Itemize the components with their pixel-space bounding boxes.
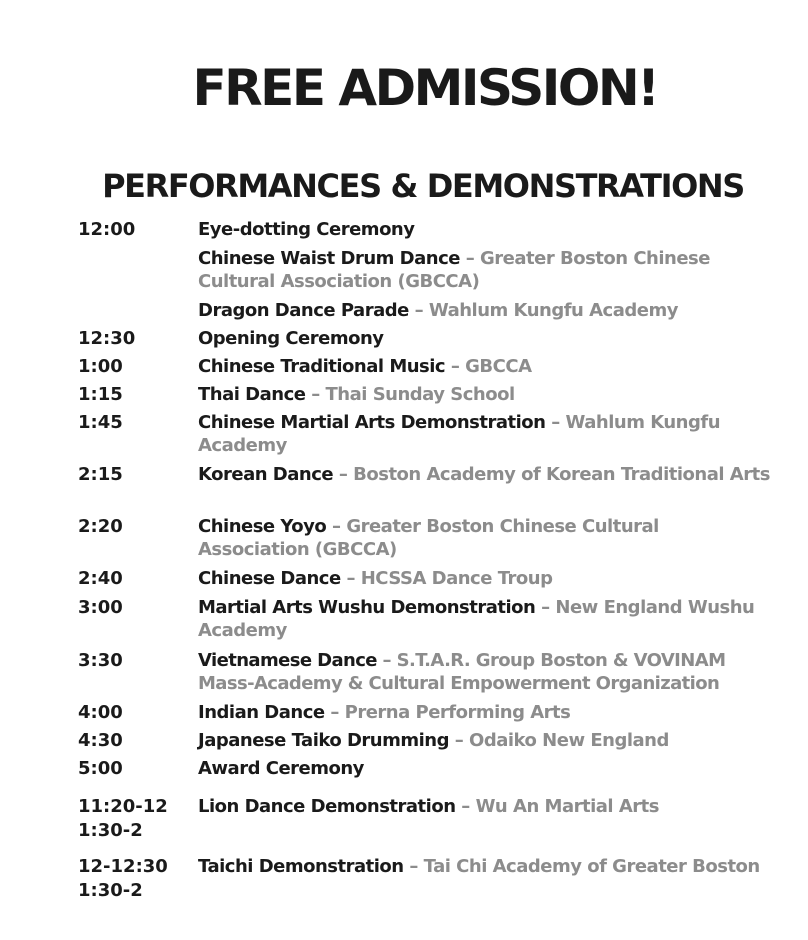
- schedule-time: 12:30: [78, 328, 136, 349]
- performer-organization: Greater Boston Chinese Cultural Association (GBCCA): [198, 516, 659, 560]
- separator-dash: –: [408, 300, 429, 321]
- performance-name: Korean Dance: [198, 464, 334, 485]
- schedule-description: [198, 463, 773, 486]
- performer-organization: Prerna Performing Arts: [344, 702, 571, 723]
- separator-dash: –: [445, 356, 466, 377]
- performance-name: Chinese Martial Arts Demonstration: [198, 412, 546, 433]
- performances-section-title: PERFORMANCES & DEMONSTRATIONS: [102, 167, 744, 205]
- schedule-time: 4:00: [78, 702, 123, 723]
- separator-dash: –: [545, 412, 566, 433]
- schedule-description: [198, 327, 773, 350]
- performer-organization: S.T.A.R. Group Boston & VOVINAM Mass-Academy & Cultural Empowerment Organization: [198, 650, 726, 694]
- schedule-description: [198, 701, 773, 724]
- schedule-description: [198, 247, 773, 293]
- schedule-description: [198, 515, 773, 561]
- schedule-time: 11:20-12 1:30-2: [78, 796, 168, 841]
- performer-organization: Odaiko New England: [469, 730, 669, 751]
- schedule-time: 2:40: [78, 568, 123, 589]
- performance-name: Eye-dotting Ceremony: [198, 219, 415, 240]
- separator-dash: –: [449, 730, 470, 751]
- performer-organization: Tai Chi Academy of Greater Boston: [423, 856, 760, 877]
- performance-name: Chinese Traditional Music: [198, 356, 446, 377]
- performance-name: Chinese Yoyo: [198, 516, 327, 537]
- schedule-description: [198, 411, 773, 457]
- performance-name: Award Ceremony: [198, 758, 364, 779]
- schedule-time: 3:00: [78, 597, 123, 618]
- performance-name: Martial Arts Wushu Demonstration: [198, 597, 536, 618]
- separator-dash: –: [455, 796, 476, 817]
- schedule-time: 1:15: [78, 384, 123, 405]
- schedule-time: 12-12:30 1:30-2: [78, 856, 168, 901]
- separator-dash: –: [535, 597, 556, 618]
- schedule-time: 12:00: [78, 219, 136, 240]
- separator-dash: –: [333, 464, 354, 485]
- separator-dash: –: [459, 248, 481, 269]
- schedule-time: 2:20: [78, 516, 123, 537]
- schedule-description: [198, 649, 778, 695]
- performer-organization: Wahlum Kungfu Academy: [198, 412, 721, 456]
- performance-name: Indian Dance: [198, 702, 325, 723]
- schedule-time: 4:30: [78, 730, 123, 751]
- schedule-description: [198, 299, 773, 322]
- separator-dash: –: [326, 516, 347, 537]
- performer-organization: Wahlum Kungfu Academy: [428, 300, 678, 321]
- performance-name: Japanese Taiko Drumming: [198, 730, 449, 751]
- performer-organization: Thai Sunday School: [325, 384, 515, 405]
- performance-name: Taichi Demonstration: [198, 856, 404, 877]
- separator-dash: –: [403, 856, 424, 877]
- separator-dash: –: [376, 650, 397, 671]
- schedule-description: [198, 383, 773, 406]
- schedule-description: [198, 567, 773, 590]
- free-admission-headline: FREE ADMISSION!: [192, 59, 658, 117]
- schedule-description: [198, 596, 773, 642]
- performance-name: Thai Dance: [198, 384, 306, 405]
- performer-organization: Greater Boston Chinese Cultural Association (GBCCA): [198, 248, 710, 292]
- schedule-description: [198, 729, 773, 752]
- schedule-time: 1:00: [78, 356, 123, 377]
- performer-organization: GBCCA: [465, 356, 532, 377]
- schedule-time: 3:30: [78, 650, 123, 671]
- schedule-description: [198, 795, 773, 818]
- performance-name: Chinese Dance: [198, 568, 341, 589]
- separator-dash: –: [340, 568, 361, 589]
- performer-organization: HCSSA Dance Troup: [360, 568, 553, 589]
- schedule-description: [198, 218, 773, 241]
- schedule-description: [198, 355, 773, 378]
- schedule-time: 1:45: [78, 412, 123, 433]
- schedule-time: 2:15: [78, 464, 123, 485]
- performance-name: Dragon Dance Parade: [198, 300, 409, 321]
- performance-name: Vietnamese Dance: [198, 650, 377, 671]
- performance-name: Lion Dance Demonstration: [198, 796, 456, 817]
- performance-name: Opening Ceremony: [198, 328, 384, 349]
- schedule-description: [198, 855, 773, 878]
- schedule-time: 5:00: [78, 758, 123, 779]
- performer-organization: Wu An Martial Arts: [475, 796, 659, 817]
- separator-dash: –: [305, 384, 326, 405]
- schedule-description: [198, 757, 773, 780]
- performer-organization: Boston Academy of Korean Traditional Arts: [353, 464, 770, 485]
- performance-name: Chinese Waist Drum Dance: [198, 248, 460, 269]
- separator-dash: –: [324, 702, 345, 723]
- performer-organization: New England Wushu Academy: [198, 597, 755, 641]
